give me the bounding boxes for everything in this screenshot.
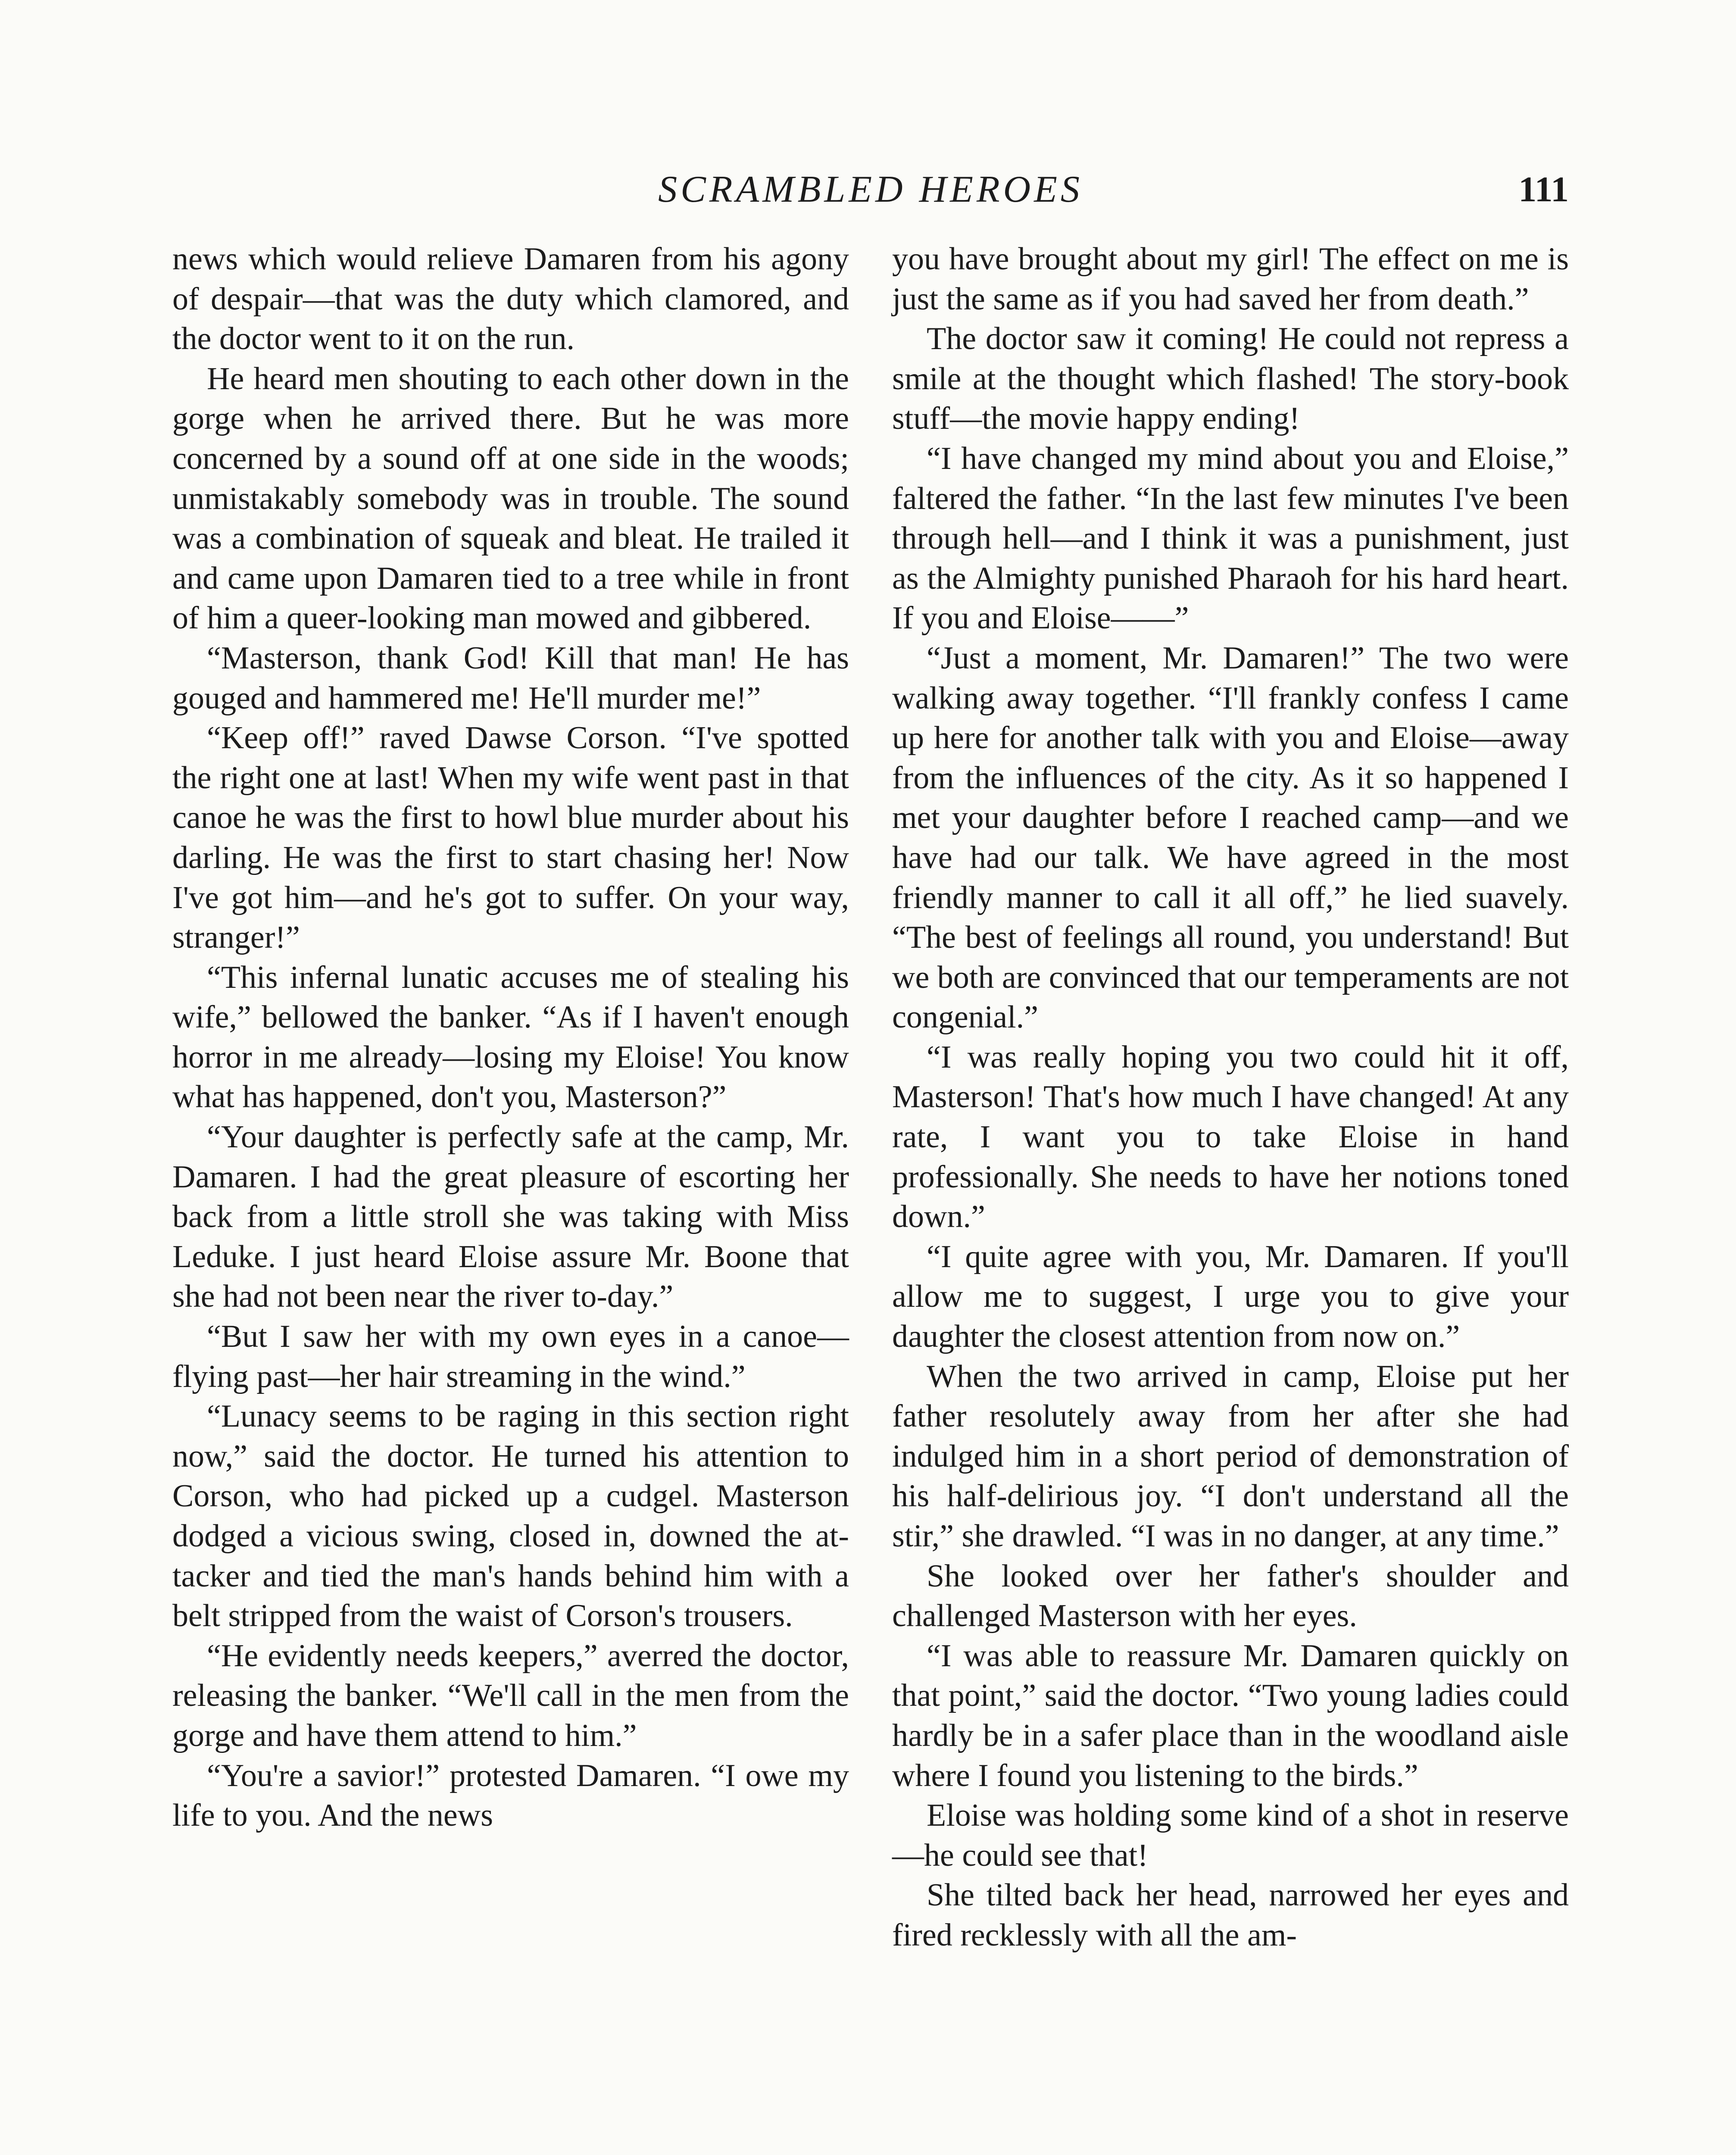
paragraph: you have brought about my girl! The effect on me is just the same as if you had saved her from death.”	[892, 241, 1569, 317]
paragraph: “This infernal lunatic accuses me of stealing his wife,” bellowed the banker. “As if I haven't enough horror in me already—losing my Eloise! You know what has happened, don't you, Masterson?”	[172, 959, 849, 1115]
running-title: SCRAMBLED HEROES	[658, 169, 1083, 210]
paragraph: The doctor saw it coming! He could not repress a smile at the thought which flashed! The story-book stuff—the movie happy ending!	[892, 321, 1569, 437]
running-head	[172, 164, 1569, 216]
paragraph: “I was able to reassure Mr. Damaren quickly on that point,” said the doctor. “Two young ladies could hardly be in a safer place than in the woodland aisle where I found you listening to the birds.”	[892, 1638, 1569, 1793]
paragraph: “Your daughter is perfectly safe at the camp, Mr. Damaren. I had the great pleasure of escorting her back from a little stroll she was taking with Miss Leduke. I just heard Eloise assure Mr. Boone that she had not been near the river to-day.”	[172, 1119, 849, 1315]
paragraph: She tilted back her head, narrowed her eyes and fired recklessly with all the am-	[892, 1877, 1569, 1953]
paragraph: “I have changed my mind about you and Eloise,” faltered the father. “In the last few minutes I've been through hell—and I think it was a punishment, just as the Almighty punished Pharaoh for his hard heart. If you and Eloise——”	[892, 440, 1569, 636]
paragraph: “Keep off!” raved Dawse Corson. “I've spotted the right one at last! When my wife went past in that canoe he was the first to howl blue murder about his darling. He was the first to start chasing her! Now I've got him—and he's got to suffer. On your way, stranger!”	[172, 720, 849, 956]
page-number: 111	[1518, 169, 1569, 209]
paragraph: “Masterson, thank God! Kill that man! He has gouged and hammered me! He'll murder me!”	[172, 640, 849, 716]
paragraph: She looked over her father's shoulder and challenged Masterson with her eyes.	[892, 1558, 1569, 1634]
left-column	[172, 239, 849, 1836]
paragraph: news which would relieve Damaren from his agony of despair—that was the duty which clamored, and the doctor went to it on the run.	[172, 241, 849, 357]
paragraph: Eloise was holding some kind of a shot in reserve—he could see that!	[892, 1798, 1569, 1873]
paragraph: “I was really hoping you two could hit it off, Masterson! That's how much I have changed! At any rate, I want you to take Eloise in hand professionally. She needs to have her notions toned down.”	[892, 1039, 1569, 1235]
paragraph: “You're a savior!” protested Damaren. “I owe my life to you. And the news	[172, 1758, 849, 1833]
right-column	[892, 239, 1569, 1955]
paragraph: “Lunacy seems to be raging in this section right now,” said the doctor. He turned his attention to Corson, who had picked up a cudgel. Masterson dodged a vicious swing, closed in, downed the attacker and tied the man's hands behind him with a belt stripped from the waist of Corson's trousers.	[172, 1399, 849, 1634]
paragraph: When the two arrived in camp, Eloise put her father resolutely away from her after she had indulged him in a short period of demonstration of his half-delirious joy. “I don't understand all the stir,” she drawled. “I was in no danger, at any time.”	[892, 1359, 1569, 1554]
paragraph: “He evidently needs keepers,” averred the doctor, releasing the banker. “We'll call in the men from the gorge and have them attend to him.”	[172, 1638, 849, 1753]
paragraph: He heard men shouting to each other down in the gorge when he arrived there. But he was more concerned by a sound off at one side in the woods; unmistakably somebody was in trouble. The sound was a combination of squeak and bleat. He trailed it and came upon Damaren tied to a tree while in front of him a queer-looking man mowed and gibbered.	[172, 361, 849, 636]
paragraph: “But I saw her with my own eyes in a canoe—flying past—her hair streaming in the wind.”	[172, 1319, 849, 1394]
paragraph: “I quite agree with you, Mr. Damaren. If you'll allow me to suggest, I urge you to give your daughter the closest attention from now on.”	[892, 1239, 1569, 1355]
paragraph: “Just a moment, Mr. Damaren!” The two were walking away together. “I'll frankly confess I came up here for another talk with you and Eloise—away from the influences of the city. As it so happened I met your daughter before I reached camp—and we have had our talk. We have agreed in the most friendly manner to call it all off,” he lied suavely. “The best of feelings all round, you understand! But we both are convinced that our temperaments are not congenial.”	[892, 640, 1569, 1035]
